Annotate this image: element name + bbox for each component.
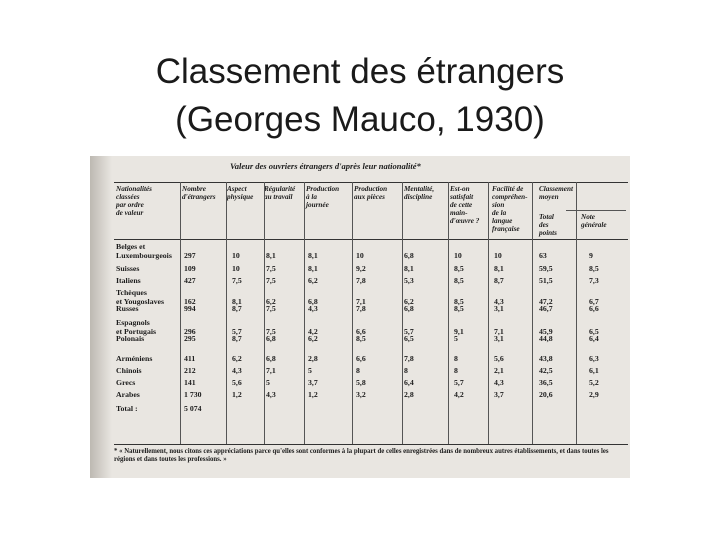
value-cell: 6,2 [308,334,318,343]
table-row [114,404,628,416]
country-cell: Polonais [116,334,145,343]
subheader-rule [566,210,626,211]
value-cell: 4,3 [494,297,504,306]
value-cell: 7,1 [266,366,276,375]
table-bottom-rule [114,444,628,445]
value-cell: 1,2 [308,390,318,399]
value-cell: 6,8 [266,334,276,343]
value-cell: 7,1 [356,297,366,306]
country-cell: Tchèques et Yougoslaves [116,288,165,306]
value-cell: 8 [356,366,360,375]
table-caption: Valeur des ouvriers étrangers d'après leur nationalité* [230,161,421,171]
value-cell: 295 [184,334,196,343]
table-row [114,334,628,346]
table-row [114,242,628,260]
value-cell: 6,6 [356,327,366,336]
table-row [114,378,628,390]
column-header: Production aux pièces [354,185,388,201]
value-cell: 411 [184,354,196,363]
value-cell: 59,5 [539,264,553,273]
scan-shadow-edge [90,156,112,478]
value-cell: 36,5 [539,378,553,387]
value-cell: 297 [184,251,196,260]
country-cell: Total : [116,404,138,413]
column-subheader: Note générale [581,213,607,229]
value-cell: 3,7 [308,378,318,387]
value-cell: 10 [356,251,364,260]
column-header: Facilité de compréhen- sion de la langue française [492,185,528,233]
value-cell: 5,2 [589,378,599,387]
value-cell: 42,5 [539,366,553,375]
value-cell: 8,1 [494,264,504,273]
slide-title-line-1: Classement des étrangers [155,52,565,91]
table-row [114,318,628,336]
value-cell: 43,8 [539,354,553,363]
value-cell: 3,1 [494,304,504,313]
value-cell: 8,1 [308,251,318,260]
table-row [114,354,628,366]
column-header: Aspect physique [227,185,254,201]
value-cell: 8,5 [356,334,366,343]
value-cell: 296 [184,327,196,336]
value-cell: 6,5 [404,334,414,343]
value-cell: 6,8 [266,354,276,363]
value-cell: 6,2 [266,297,276,306]
value-cell: 7,5 [266,304,276,313]
value-cell: 5,7 [404,327,414,336]
value-cell: 5,3 [404,276,414,285]
value-cell: 8,1 [266,251,276,260]
value-cell: 5,7 [454,378,464,387]
value-cell: 1,2 [232,390,242,399]
table-row [114,304,628,316]
value-cell: 8 [454,354,458,363]
value-cell: 7,8 [404,354,414,363]
value-cell: 109 [184,264,196,273]
value-cell: 10 [232,264,240,273]
value-cell: 427 [184,276,196,285]
value-cell: 5 074 [184,404,202,413]
value-cell: 2,8 [308,354,318,363]
value-cell: 9,2 [356,264,366,273]
country-cell: Espagnols et Portugais [116,318,157,336]
slide-title [0,48,720,144]
value-cell: 7,8 [356,304,366,313]
value-cell: 1 730 [184,390,202,399]
country-cell: Italiens [116,276,141,285]
value-cell: 4,2 [454,390,464,399]
column-header: Régularité au travail [264,185,296,201]
column-header: Nationalités classées par ordre de valeur [116,185,152,217]
table-footnote: * « Naturellement, nous citons ces appréciations parce qu'elles sont conformes à la plupart de celles enregistrées dans de nombreux autres établissements, et dans toutes les régions et dans toutes les professions. » [114,448,609,463]
value-cell: 5,6 [494,354,504,363]
value-cell: 2,1 [494,366,504,375]
value-cell: 2,8 [404,390,414,399]
value-cell: 8,1 [308,264,318,273]
value-cell: 8 [454,366,458,375]
value-cell: 5,7 [232,327,242,336]
slide-title-line-2: (Georges Mauco, 1930) [175,100,545,139]
value-cell: 51,5 [539,276,553,285]
value-cell: 8,7 [494,276,504,285]
value-cell: 44,8 [539,334,553,343]
value-cell: 8 [404,366,408,375]
value-cell: 6,2 [404,297,414,306]
value-cell: 6,5 [589,327,599,336]
table-row [114,390,628,402]
value-cell: 7,5 [232,276,242,285]
value-cell: 141 [184,378,196,387]
value-cell: 7,3 [589,276,599,285]
value-cell: 6,7 [589,297,599,306]
scanned-table-image [90,156,630,478]
value-cell: 2,9 [589,390,599,399]
country-cell: Russes [116,304,139,313]
value-cell: 4,3 [266,390,276,399]
country-cell: Arméniens [116,354,153,363]
value-cell: 8,5 [454,264,464,273]
table-row [114,276,628,288]
value-cell: 6,8 [404,251,414,260]
value-cell: 7,1 [494,327,504,336]
value-cell: 5 [308,366,312,375]
value-cell: 4,3 [308,304,318,313]
value-cell: 3,2 [356,390,366,399]
value-cell: 6,4 [404,378,414,387]
value-cell: 7,8 [356,276,366,285]
value-cell: 7,5 [266,276,276,285]
value-cell: 63 [539,251,547,260]
value-cell: 4,2 [308,327,318,336]
value-cell: 9 [589,251,593,260]
value-cell: 6,2 [308,276,318,285]
value-cell: 3,7 [494,390,504,399]
value-cell: 6,6 [356,354,366,363]
value-cell: 5,6 [232,378,242,387]
value-cell: 5,8 [356,378,366,387]
column-header: Nombre d'étrangers [182,185,216,201]
value-cell: 8,5 [589,264,599,273]
value-cell: 6,4 [589,334,599,343]
value-cell: 20,6 [539,390,553,399]
value-cell: 6,6 [589,304,599,313]
value-cell: 162 [184,297,196,306]
value-cell: 4,3 [232,366,242,375]
value-cell: 6,8 [308,297,318,306]
value-cell: 7,5 [266,264,276,273]
value-cell: 46,7 [539,304,553,313]
value-cell: 7,5 [266,327,276,336]
country-cell: Belges et Luxembourgeois [116,242,172,260]
value-cell: 5 [454,334,458,343]
country-cell: Suisses [116,264,140,273]
value-cell: 8,5 [454,304,464,313]
value-cell: 10 [454,251,462,260]
table-row [114,264,628,276]
value-cell: 47,2 [539,297,553,306]
value-cell: 8,5 [454,297,464,306]
value-cell: 8,7 [232,304,242,313]
table-row [114,288,628,306]
value-cell: 212 [184,366,196,375]
value-cell: 6,1 [589,366,599,375]
value-cell: 8,1 [404,264,414,273]
value-cell: 5 [266,378,270,387]
column-subheader: Total des points [539,213,557,237]
value-cell: 994 [184,304,196,313]
country-cell: Arabes [116,390,140,399]
value-cell: 4,3 [494,378,504,387]
value-cell: 45,9 [539,327,553,336]
column-header: Production à la journée [306,185,340,209]
value-cell: 8,1 [232,297,242,306]
value-cell: 8,7 [232,334,242,343]
table-header-row [114,182,628,240]
country-cell: Grecs [116,378,136,387]
column-header: Mentalité, discipline [404,185,435,201]
country-cell: Chinois [116,366,142,375]
value-cell: 10 [232,251,240,260]
value-cell: 8,5 [454,276,464,285]
value-cell: 6,2 [232,354,242,363]
value-cell: 9,1 [454,327,464,336]
value-cell: 6,3 [589,354,599,363]
value-cell: 3,1 [494,334,504,343]
column-header: Classement moyen [539,185,573,201]
table-row [114,366,628,378]
column-header: Est-on satisfait de cette main- d'œuvre ? [450,185,480,225]
value-cell: 6,8 [404,304,414,313]
value-cell: 10 [494,251,502,260]
